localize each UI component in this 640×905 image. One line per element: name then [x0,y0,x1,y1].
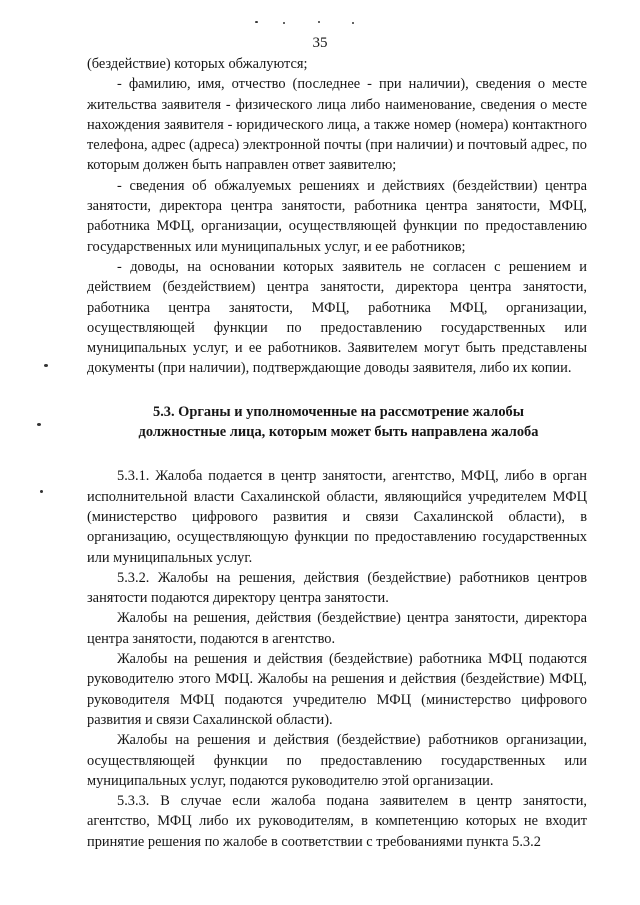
scan-speck [37,423,41,426]
paragraph: Жалобы на решения и действия (бездействие) работников организации, осуществляющей функции по предоставлению государственных или муниципальных услуг, подаются руководителю этой организации. [87,732,587,789]
paragraph: - фамилию, имя, отчество (последнее - при наличии), сведения о месте жительства заявителя - физического лица либо наименование, сведения о месте нахождения заявителя - юридического лица, а также номер (номера) контактного телефона, адрес (адреса) электронной почты (при наличии) и почтовый адрес, по которым должен быть направлен ответ заявителю; [87,76,587,174]
page-number: 35 [312,35,328,51]
paragraph: 5.3.3. В случае если жалоба подана заявителем в центр занятости, агентство, МФЦ либо их руководителям, в компетенцию которых не входит принятие решения по жалобе в соответствии с требованиями пункта 5.3.2 [87,793,587,850]
section-heading-line: 5.3. Органы и уполномоченные на рассмотрение жалобы [153,403,524,420]
scan-speck [40,490,43,493]
paragraph: - сведения об обжалуемых решениях и действиях (бездействии) центра занятости, директора центра занятости, работника центра занятости, МФЦ, работника МФЦ, организации, осуществляющей функции по предоставлению государственных или муниципальных услуг, и ее работников; [87,177,587,255]
paragraph: 5.3.2. Жалобы на решения, действия (бездействие) работников центров занятости подаются директору центра занятости. [87,569,587,607]
paragraph: Жалобы на решения и действия (бездействие) работника МФЦ подаются руководителю этого МФЦ. Жалобы на решения и действия (бездействие) МФЦ, руководителя МФЦ подаются учредителю МФЦ (министерство цифрового развития и связи Сахалинской области). [87,651,587,728]
paragraph: 5.3.1. Жалоба подается в центр занятости, агентство, МФЦ, либо в орган исполнительной власти Сахалинской области, являющийся учредителем МФЦ (министерство цифрового развития и связи Сахалинской области), в организацию, осуществляющую функции по предоставлению государственных или муниципальных услуг. [87,468,587,566]
section-heading [87,402,587,443]
scan-speck [44,364,48,367]
section-heading-line: должностные лица, которым может быть направлена жалоба [138,424,539,441]
paragraph: - доводы, на основании которых заявитель не согласен с решением и действием (бездействием) центра занятости, директора центра занятости, работника центра занятости, МФЦ, работника МФЦ, организации, осуществляющей функции по предоставлению государственных или муниципальных услуг, и ее работников. Заявителем могут быть представлены документы (при наличии), подтверждающие доводы заявителя, либо их копии. [87,258,587,377]
scan-speck [352,22,354,24]
document-body [87,54,587,852]
scan-speck [255,21,258,23]
scan-speck [318,21,320,23]
paragraph: Жалобы на решения, действия (бездействие) центра занятости, директора центра занятости, подаются в агентство. [87,610,587,647]
scan-speck [283,22,285,24]
paragraph: (бездействие) которых обжалуются; [87,56,308,72]
